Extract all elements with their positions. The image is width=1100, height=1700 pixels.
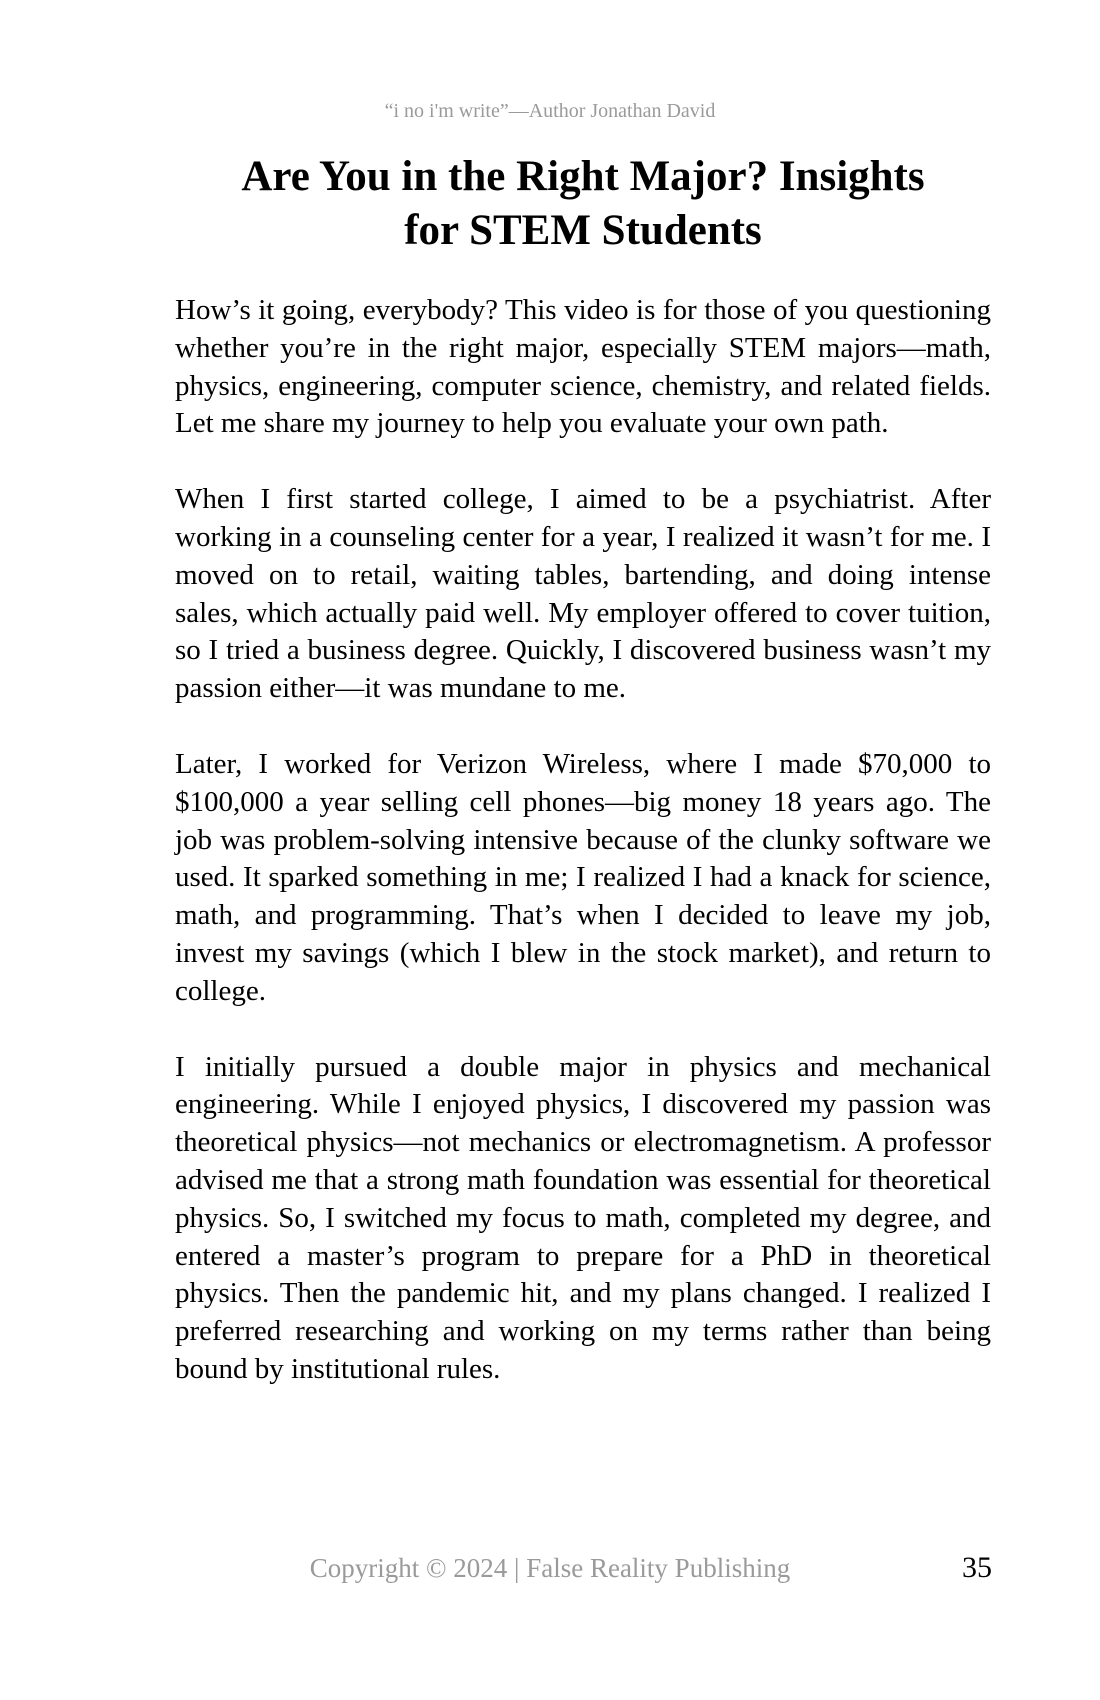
paragraph-4: I initially pursued a double major in physics and mechanical engineering. While I enjoyed physics, I discovered my passion was theoretical physics—not mechanics or electromagnetism. A professor advised me that a strong math foundation was essential for theoretical physics. So, I switched my focus to math, completed my degree, and entered a master’s program to prepare for a PhD in theoretical physics. Then the pandemic hit, and my plans changed. I realized I preferred researching and working on my terms rather than being bound by institutional rules. xyxy=(175,1050,991,1385)
chapter-title-line-1: Are You in the Right Major? Insights xyxy=(241,153,925,200)
body-text xyxy=(175,292,991,1427)
paragraph-2: When I first started college, I aimed to be a psychiatrist. After working in a counseling center for a year, I realized it wasn’t for me. I moved on to retail, waiting tables, bartending, and doing intense sales, which actually paid well. My employer offered to cover tuition, so I tried a business degree. Quickly, I discovered business wasn’t my passion either—it was mundane to me. xyxy=(175,483,991,705)
paragraph-1: How’s it going, everybody? This video is for those of you questioning whether you’re in the right major, especially STEM majors—math, physics, engineering, computer science, chemistry, and related fields. Let me share my journey to help you evaluate your own path. xyxy=(175,294,991,440)
chapter-title-line-2: for STEM Students xyxy=(404,207,762,254)
paragraph-3: Later, I worked for Verizon Wireless, where I made $70,000 to $100,000 a year selling cell phones—big money 18 years ago. The job was problem-solving intensive because of the clunky software we used. It sparked something in me; I realized I had a knack for science, math, and programming. That’s when I decided to leave my job, invest my savings (which I blew in the stock market), and return to college. xyxy=(175,747,991,1007)
running-header-quote: “i no i'm write”—Author Jonathan David xyxy=(384,100,716,122)
footer-copyright: Copyright © 2024 | False Reality Publishing xyxy=(309,1553,791,1583)
chapter-title xyxy=(175,150,991,258)
page-number: 35 xyxy=(962,1551,992,1584)
